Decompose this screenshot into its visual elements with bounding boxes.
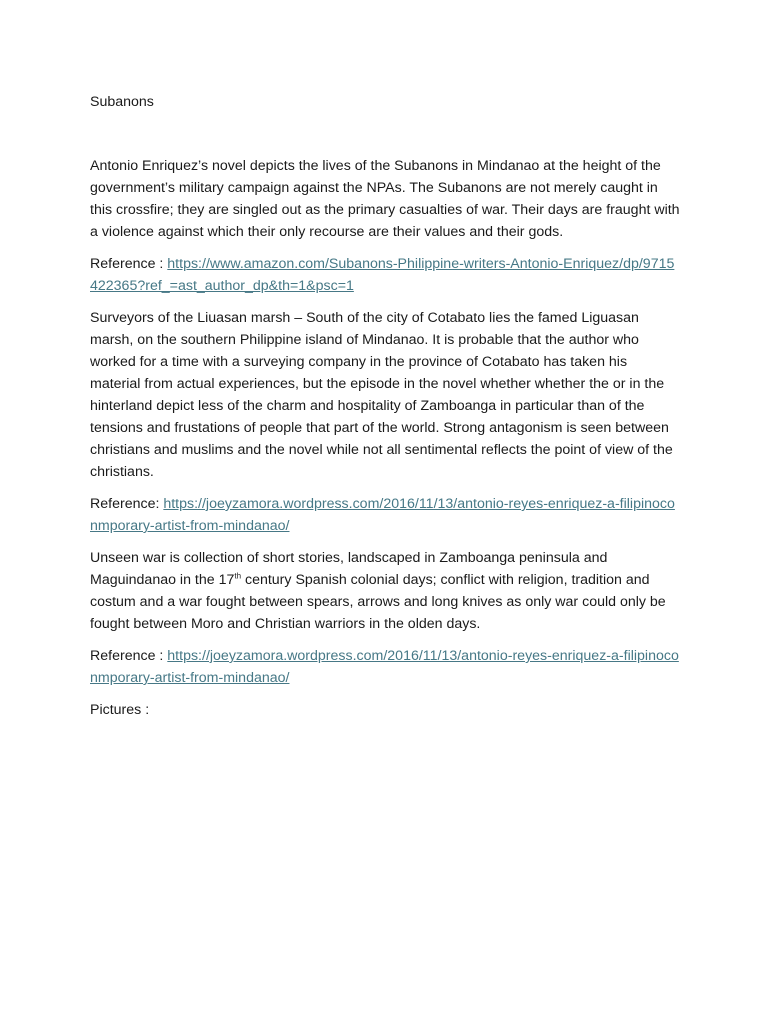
reference-label: Reference : [90,648,168,664]
pictures-label: Pictures : [90,702,150,718]
reference-link-joeyzamora-2[interactable]: https://joeyzamora.wordpress.com/2016/11/13/antonio-reyes-enriquez-a-filipinoconmporary-artist-from-mindanao/ [90,648,679,686]
document-page [90,91,680,731]
reference-line-3 [90,645,680,689]
paragraph-subanons-summary: Antonio Enriquez’s novel depicts the lives of the Subanons in Mindanao at the height of the government’s military campaign against the NPAs. The Subanons are not merely caught in this crossfire; they are singled out as the primary casualties of war. Their days are fraught with a violence against which their only recourse are their values and their gods. [90,158,680,240]
document-title: Subanons [90,94,154,110]
reference-label: Reference : [90,256,168,272]
reference-label: Reference: [90,496,164,512]
reference-link-amazon[interactable]: https://www.amazon.com/Subanons-Philippine-writers-Antonio-Enriquez/dp/9715422365?ref_=ast_author_dp&th=1&psc=1 [90,256,675,294]
paragraph-surveyors-summary: Surveyors of the Liuasan marsh – South of the city of Cotabato lies the famed Liguasan marsh, on the southern Philippine island of Mindanao. It is probable that the author who worked for a time with a surveying company in the province of Cotabato has taken his material from actual experiences, but the episode in the novel whether whether the or in the hinterland depict less of the charm and hospitality of Zamboanga in particular than of the tensions and frustations of people that part of the world. Strong antagonism is seen between christians and muslims and the novel while not all sentimental reflects the point of view of the christians. [90,310,673,480]
paragraph-unseen-war-summary [90,547,680,635]
unseen-war-text-start: Unseen war is collection of short stories, landscaped in Zamboanga peninsula and Maguindanao in the 17 [90,550,608,588]
reference-line-1 [90,253,680,297]
unseen-war-text-end: century Spanish colonial days; conflict with religion, tradition and costum and a war fought between spears, arrows and long knives as only war could only be fought between Moro and Christian warriors in the olden days. [90,572,666,632]
reference-line-2 [90,493,680,537]
reference-link-joeyzamora[interactable]: https://joeyzamora.wordpress.com/2016/11/13/antonio-reyes-enriquez-a-filipinoconmporary-artist-from-mindanao/ [90,496,675,534]
ordinal-suffix: th [234,571,242,581]
